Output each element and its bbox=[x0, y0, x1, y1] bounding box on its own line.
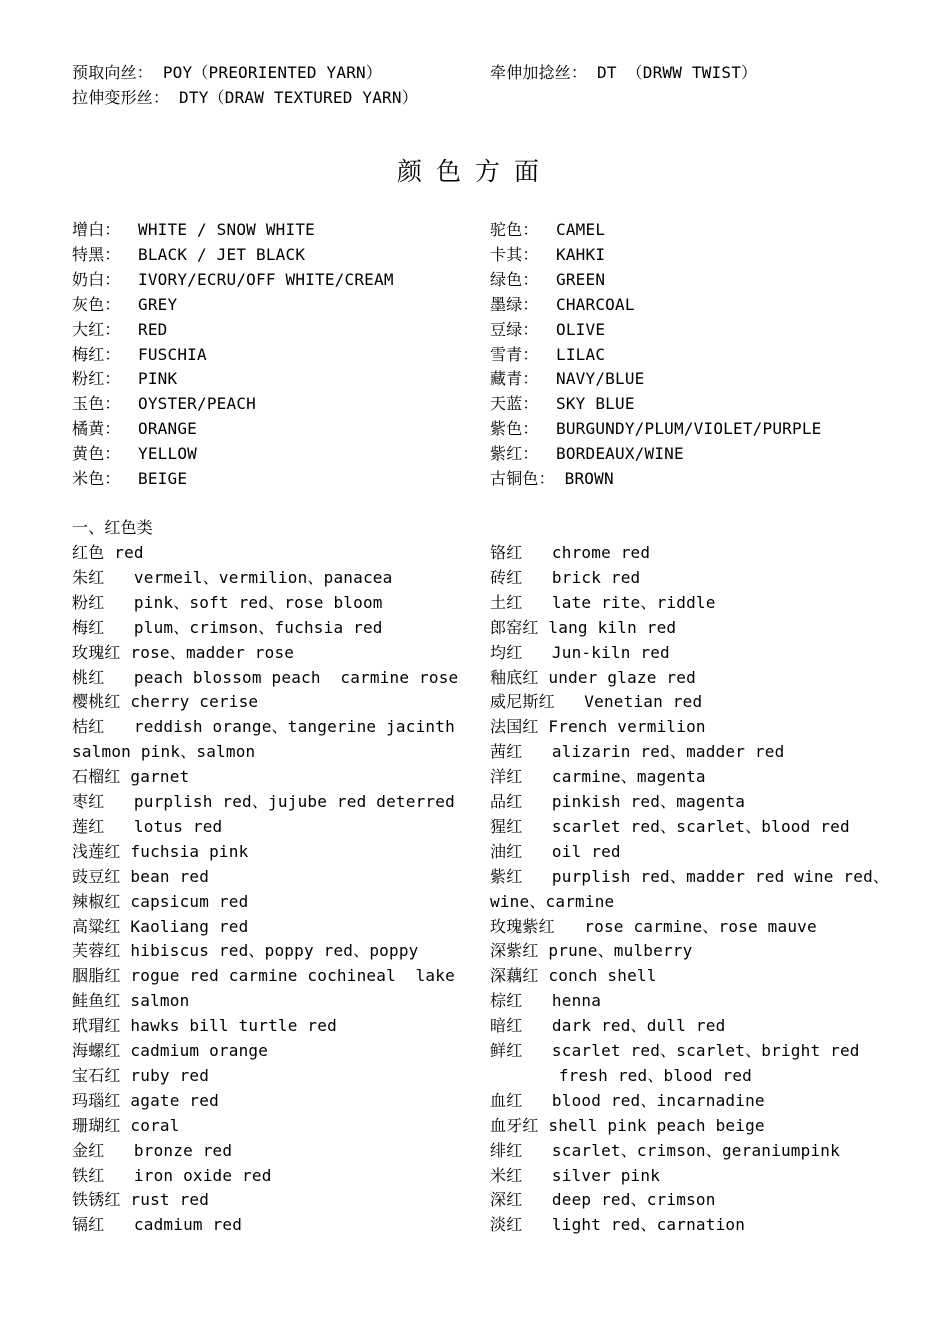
basic-color-row bbox=[72, 295, 177, 315]
color-name-zh: 灰色： bbox=[72, 294, 121, 314]
color-name-en: FUSCHIA bbox=[138, 344, 207, 364]
basic-color-row bbox=[490, 270, 605, 290]
color-name-en: KAHKI bbox=[556, 244, 606, 264]
red-color-entry: 金红 bronze red bbox=[72, 1140, 233, 1160]
red-color-entry: 鲑鱼红 salmon bbox=[72, 991, 190, 1011]
basic-color-row bbox=[490, 245, 605, 265]
basic-color-row bbox=[72, 419, 197, 439]
red-color-entry: 威尼斯红 Venetian red bbox=[490, 692, 703, 712]
red-color-entry: 法国红 French vermilion bbox=[490, 717, 706, 737]
color-name-zh: 米色： bbox=[72, 469, 121, 488]
red-color-entry: 朱红 vermeil、vermilion、panacea bbox=[72, 567, 393, 587]
color-name-zh: 紫色： bbox=[490, 419, 539, 439]
red-color-entry: 米红 silver pink bbox=[490, 1165, 661, 1185]
red-color-entry: fresh red、blood red bbox=[490, 1065, 753, 1085]
red-color-entry: 淡红 light red、carnation bbox=[490, 1215, 746, 1235]
red-color-entry: 血红 blood red、incarnadine bbox=[490, 1090, 765, 1110]
color-name-en: YELLOW bbox=[138, 444, 197, 464]
red-color-entry: 玫瑰红 rose、madder rose bbox=[72, 642, 295, 662]
red-color-entry: 莲红 lotus red bbox=[72, 816, 223, 836]
red-color-entry: 珊瑚红 coral bbox=[72, 1115, 180, 1135]
color-name-zh: 粉红： bbox=[72, 369, 121, 389]
color-name-en: SKY BLUE bbox=[556, 394, 635, 414]
basic-color-row bbox=[490, 345, 605, 365]
color-name-en: OYSTER/PEACH bbox=[138, 394, 256, 414]
red-color-entry: 铬红 chrome red bbox=[490, 543, 651, 562]
red-color-entry: 铁红 iron oxide red bbox=[72, 1165, 272, 1185]
red-color-entry: salmon pink、salmon bbox=[72, 742, 256, 762]
basic-color-row bbox=[490, 394, 635, 414]
red-color-entry: 暗红 dark red、dull red bbox=[490, 1016, 726, 1036]
red-color-entry: 桃红 peach blossom peach carmine rose bbox=[72, 667, 459, 687]
page-title: 颜色方面 bbox=[396, 157, 553, 186]
color-name-zh: 增白： bbox=[72, 220, 121, 239]
basic-color-row bbox=[72, 369, 177, 389]
red-color-entry: 红色 red bbox=[72, 543, 144, 562]
red-color-entry: 芙蓉红 hibiscus red、poppy red、poppy bbox=[72, 941, 419, 961]
color-name-en: BURGUNDY/PLUM/VIOLET/PURPLE bbox=[556, 419, 822, 439]
red-color-entry: 深红 deep red、crimson bbox=[490, 1190, 716, 1210]
red-color-entry: 浅莲红 fuchsia pink bbox=[72, 841, 249, 861]
color-name-zh: 奶白： bbox=[72, 269, 121, 289]
red-color-entry: 土红 late rite、riddle bbox=[490, 592, 716, 612]
red-color-entry: 猩红 scarlet red、scarlet、blood red bbox=[490, 816, 850, 836]
color-name-en: BLACK / JET BLACK bbox=[138, 244, 306, 264]
color-name-en: BEIGE bbox=[138, 469, 188, 488]
basic-color-row bbox=[72, 469, 187, 489]
color-name-zh: 卡其： bbox=[490, 244, 539, 264]
basic-color-row bbox=[72, 444, 197, 464]
basic-color-row bbox=[72, 270, 394, 290]
red-color-entry: 玛瑙红 agate red bbox=[72, 1090, 219, 1110]
color-name-zh: 驼色： bbox=[490, 220, 539, 239]
red-color-entry: 品红 pinkish red、magenta bbox=[490, 792, 746, 811]
color-name-en: BROWN bbox=[554, 469, 614, 488]
red-color-entry: 砖红 brick red bbox=[490, 567, 641, 587]
red-color-entry: 辣椒红 capsicum red bbox=[72, 891, 249, 911]
basic-color-row bbox=[490, 419, 822, 439]
red-color-entry: 镉红 cadmium red bbox=[72, 1215, 243, 1235]
red-color-entry: 深藕红 conch shell bbox=[490, 966, 657, 986]
color-name-zh: 黄色： bbox=[72, 444, 121, 464]
color-name-zh: 橘黄： bbox=[72, 419, 121, 439]
red-color-entry: 石榴红 garnet bbox=[72, 767, 190, 787]
basic-color-row bbox=[72, 345, 207, 365]
red-color-entry: 豉豆红 bean red bbox=[72, 866, 210, 886]
red-color-entry: 均红 Jun-kiln red bbox=[490, 642, 670, 662]
color-name-en: GREY bbox=[138, 294, 178, 314]
color-name-zh: 玉色： bbox=[72, 394, 121, 414]
red-color-entry: 海螺红 cadmium orange bbox=[72, 1041, 269, 1060]
color-name-en: PINK bbox=[138, 369, 178, 389]
red-color-entry: 油红 oil red bbox=[490, 841, 621, 861]
red-color-entry: 高粱红 Kaoliang red bbox=[72, 916, 249, 936]
color-name-en: CHARCOAL bbox=[556, 294, 635, 314]
color-name-zh: 梅红： bbox=[72, 344, 121, 364]
color-name-zh: 特黑： bbox=[72, 244, 121, 264]
red-color-entry: 绯红 scarlet、crimson、geraniumpink bbox=[490, 1140, 840, 1160]
red-color-entry: 紫红 purplish red、madder red wine red、 bbox=[490, 866, 890, 886]
color-name-zh: 绿色： bbox=[490, 269, 539, 289]
basic-color-row bbox=[72, 220, 315, 240]
red-color-entry: 洋红 carmine、magenta bbox=[490, 767, 706, 787]
red-color-entry: 血牙红 shell pink peach beige bbox=[490, 1115, 765, 1135]
red-color-entry: 胭脂红 rogue red carmine cochineal lake bbox=[72, 966, 455, 986]
yarn-dt: 牵伸加捻丝： DT （DRWW TWIST） bbox=[490, 63, 758, 82]
red-color-entry: 樱桃红 cherry cerise bbox=[72, 692, 259, 712]
color-name-en: NAVY/BLUE bbox=[556, 369, 645, 389]
red-color-entry: 宝石红 ruby red bbox=[72, 1065, 210, 1085]
red-color-entry: 铁锈红 rust red bbox=[72, 1190, 210, 1210]
red-color-entry: 枣红 purplish red、jujube red deterred bbox=[72, 792, 455, 811]
color-name-en: LILAC bbox=[556, 344, 606, 364]
color-name-en: BORDEAUX/WINE bbox=[556, 444, 684, 464]
basic-color-row bbox=[490, 295, 635, 315]
red-color-entry: 粉红 pink、soft red、rose bloom bbox=[72, 592, 383, 612]
red-color-entry: 梅红 plum、crimson、fuchsia red bbox=[72, 617, 383, 637]
color-name-zh: 紫红： bbox=[490, 444, 539, 464]
yarn-poy: 预取向丝： POY（PREORIENTED YARN） bbox=[72, 63, 383, 82]
color-name-zh: 藏青： bbox=[490, 369, 539, 389]
red-color-entry: 茜红 alizarin red、madder red bbox=[490, 742, 785, 762]
color-name-zh: 豆绿： bbox=[490, 319, 539, 339]
basic-color-row bbox=[72, 245, 305, 265]
basic-color-row bbox=[490, 444, 684, 464]
color-name-zh: 天蓝： bbox=[490, 394, 539, 414]
color-name-zh: 墨绿： bbox=[490, 294, 539, 314]
red-color-entry: 棕红 henna bbox=[490, 991, 602, 1011]
color-name-en: WHITE / SNOW WHITE bbox=[138, 220, 315, 239]
color-name-en: OLIVE bbox=[556, 319, 606, 339]
basic-color-row bbox=[72, 394, 256, 414]
red-color-entry: 郎窑红 lang kiln red bbox=[490, 617, 677, 637]
basic-color-row bbox=[490, 220, 605, 240]
color-name-en: IVORY/ECRU/OFF WHITE/CREAM bbox=[138, 269, 394, 289]
basic-color-row bbox=[490, 469, 614, 489]
red-color-entry: wine、carmine bbox=[490, 891, 615, 911]
red-color-entry: 玳瑁红 hawks bill turtle red bbox=[72, 1016, 337, 1036]
basic-color-row bbox=[490, 369, 645, 389]
color-name-zh: 古铜色： bbox=[490, 469, 555, 488]
section-heading: 一、红色类 bbox=[72, 518, 154, 537]
color-name-zh: 大红： bbox=[72, 319, 121, 339]
basic-color-row bbox=[72, 320, 168, 340]
red-color-entry: 桔红 reddish orange、tangerine jacinth bbox=[72, 717, 455, 737]
color-name-zh: 雪青： bbox=[490, 344, 539, 364]
red-color-entry: 鲜红 scarlet red、scarlet、bright red bbox=[490, 1041, 860, 1060]
basic-color-row bbox=[490, 320, 605, 340]
color-name-en: CAMEL bbox=[556, 220, 606, 239]
red-color-entry: 釉底红 under glaze red bbox=[490, 667, 696, 687]
color-name-en: GREEN bbox=[556, 269, 606, 289]
color-name-en: RED bbox=[138, 319, 168, 339]
color-name-en: ORANGE bbox=[138, 419, 197, 439]
red-color-entry: 玫瑰紫红 rose carmine、rose mauve bbox=[490, 916, 817, 936]
red-color-entry: 深紫红 prune、mulberry bbox=[490, 941, 693, 961]
yarn-dty: 拉伸变形丝： DTY（DRAW TEXTURED YARN） bbox=[72, 88, 418, 107]
